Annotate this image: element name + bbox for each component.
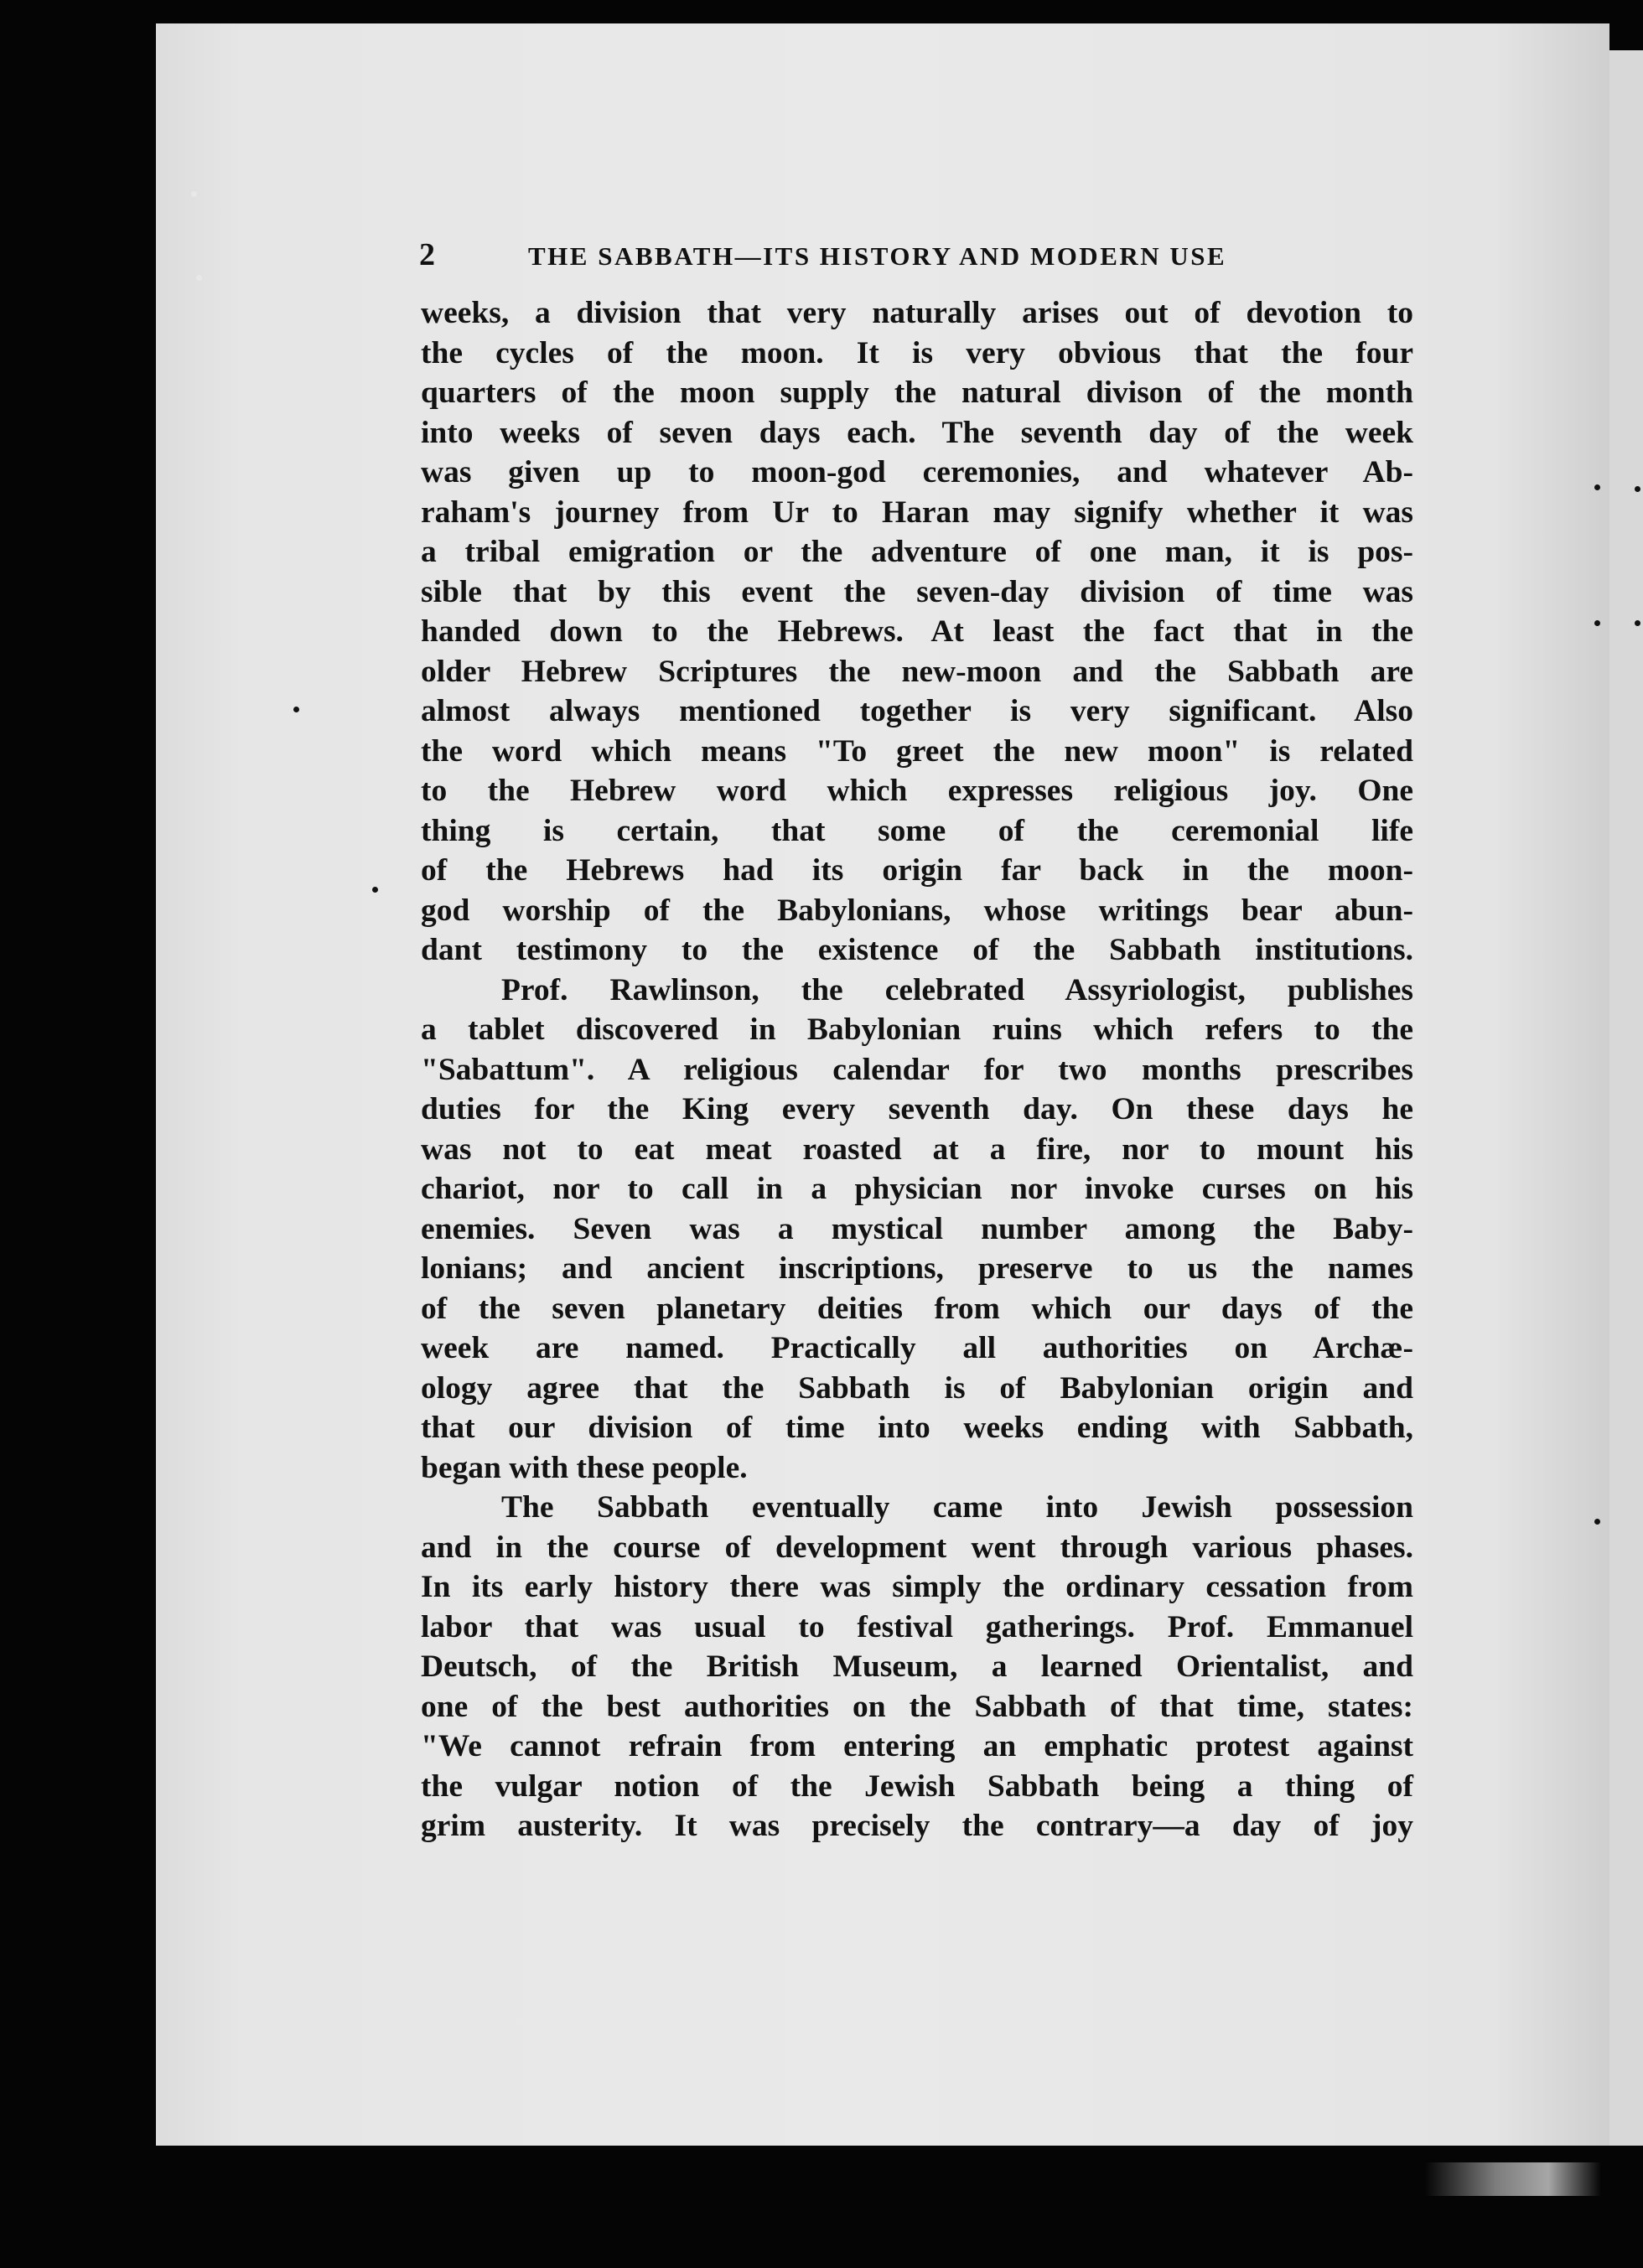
scan-speck xyxy=(1635,620,1640,626)
text-line: the cycles of the moon. It is very obvious that the four xyxy=(421,335,1413,370)
text-line: almost always mentioned together is very significant. Also xyxy=(421,694,1413,728)
text-line: began with these people. xyxy=(421,1450,748,1485)
paragraph xyxy=(421,971,1413,1489)
text-line: the word which means "To greet the new moon" is related xyxy=(421,733,1413,769)
running-title: THE SABBATH—ITS HISTORY AND MODERN USE xyxy=(528,241,1227,271)
text-line: into weeks of seven days each. The seventh day of the week xyxy=(421,415,1413,450)
text-line: of the seven planetary deities from which our days of the xyxy=(421,1291,1413,1326)
paragraph xyxy=(421,1488,1413,1846)
text-line: week are named. Practically all authorities on Archæ- xyxy=(421,1331,1413,1365)
scan-speck xyxy=(196,275,202,281)
text-line: In its early history there was simply the ordinary cessation from xyxy=(421,1570,1413,1604)
text-line: quarters of the moon supply the natural divison of the month xyxy=(421,375,1413,410)
text-line: a tribal emigration or the adventure of one man, it is pos- xyxy=(421,535,1413,569)
text-line: and in the course of development went through various phases. xyxy=(421,1530,1413,1565)
text-line: raham's journey from Ur to Haran may signify whether it was xyxy=(421,495,1413,530)
text-line: one of the best authorities on the Sabbath of that time, states: xyxy=(421,1689,1413,1724)
scan-speck xyxy=(293,707,299,712)
scan-smudge xyxy=(1425,2162,1601,2196)
text-line: Deutsch, of the British Museum, a learned Orientalist, and xyxy=(421,1649,1413,1684)
text-line: thing is certain, that some of the ceremonial life xyxy=(421,813,1413,848)
scan-speck xyxy=(1594,620,1600,626)
text-line: "Sabattum". A religious calendar for two months prescribes xyxy=(421,1052,1413,1087)
text-line: older Hebrew Scriptures the new-moon and the Sabbath are xyxy=(421,654,1413,689)
text-line: was not to eat meat roasted at a fire, nor to mount his xyxy=(421,1131,1413,1167)
text-line: labor that was usual to festival gatherings. Prof. Emmanuel xyxy=(421,1609,1413,1644)
text-line: dant testimony to the existence of the Sabbath institutions. xyxy=(421,933,1413,967)
text-line: sible that by this event the seven-day division of time was xyxy=(421,574,1413,609)
text-line: ology agree that the Sabbath is of Babylonian origin and xyxy=(421,1370,1413,1406)
text-line: god worship of the Babylonians, whose writings bear abun- xyxy=(421,893,1413,928)
text-line: of the Hebrews had its origin far back in the moon- xyxy=(421,853,1413,888)
text-line: handed down to the Hebrews. At least the fact that in the xyxy=(421,614,1413,649)
text-line: "We cannot refrain from entering an emphatic protest against xyxy=(421,1729,1413,1763)
text-line: chariot, nor to call in a physician nor invoke curses on his xyxy=(421,1172,1413,1206)
scan-speck xyxy=(1635,486,1640,492)
text-line: grim austerity. It was precisely the contrary—a day of joy xyxy=(421,1809,1413,1843)
text-line: was given up to moon-god ceremonies, and whatever Ab- xyxy=(421,455,1413,489)
paragraph xyxy=(421,293,1413,971)
scan-speck xyxy=(1594,1519,1600,1525)
text-line: enemies. Seven was a mystical number among the Baby- xyxy=(421,1211,1413,1246)
text-line: lonians; and ancient inscriptions, preserve to us the names xyxy=(421,1251,1413,1286)
text-line: the vulgar notion of the Jewish Sabbath being a thing of xyxy=(421,1768,1413,1804)
text-line: a tablet discovered in Babylonian ruins which refers to the xyxy=(421,1012,1413,1047)
text-line: that our division of time into weeks ending with Sabbath, xyxy=(421,1411,1413,1445)
running-head xyxy=(419,236,1308,270)
text-line: The Sabbath eventually came into Jewish possession xyxy=(501,1490,1413,1525)
adjacent-page-edge xyxy=(1604,50,1643,2146)
text-line: duties for the King every seventh day. On these days he xyxy=(421,1092,1413,1126)
scan-speck xyxy=(1594,484,1600,490)
text-line: Prof. Rawlinson, the celebrated Assyriologist, publishes xyxy=(501,972,1413,1007)
page-number: 2 xyxy=(419,237,435,272)
body-text xyxy=(421,293,1413,1846)
text-line: to the Hebrew word which expresses religious joy. One xyxy=(421,774,1413,808)
text-line: weeks, a division that very naturally arises out of devotion to xyxy=(421,296,1413,330)
scan-speck xyxy=(191,191,197,197)
scan-speck xyxy=(372,887,378,893)
